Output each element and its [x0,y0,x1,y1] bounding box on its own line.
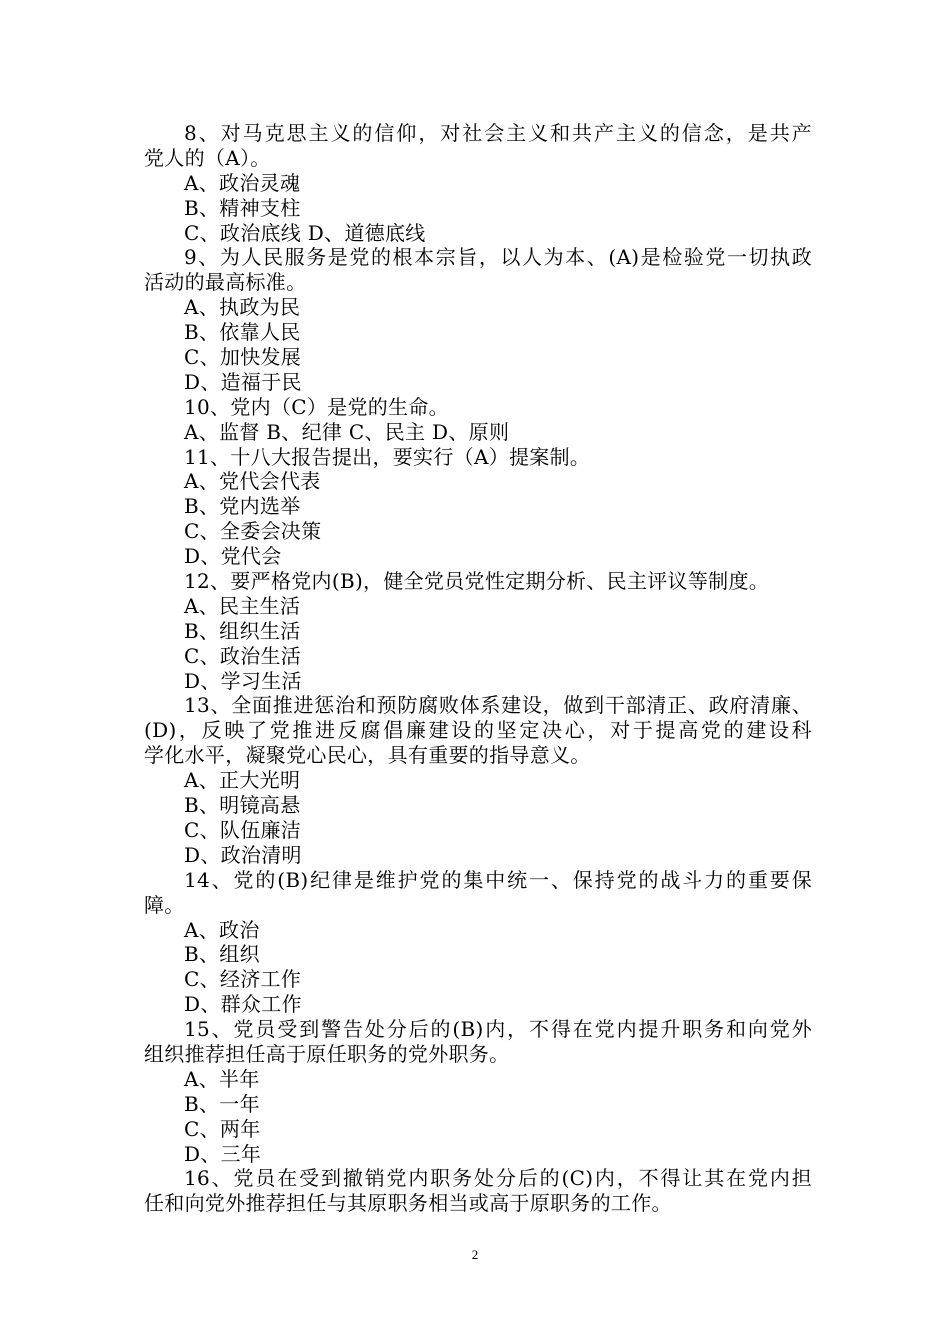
text-line: 13、全面推进惩治和预防腐败体系建设，做到干部清正、政府清廉、 [184,693,812,718]
text-line: D、政治清明 [184,842,302,867]
text-line: A、政治灵魂 [184,170,301,195]
page-number: 2 [471,1247,479,1262]
text-line: C、队伍廉洁 [184,817,302,842]
text-line: D、三年 [184,1141,262,1166]
text-line: 9、为人民服务是党的根本宗旨，以人为本、(A)是检验党一切执政 [184,245,812,270]
text-line: D、群众工作 [184,992,302,1017]
document-body [144,121,812,1216]
text-line: D、学习生活 [184,668,302,693]
text-line: 组织推荐担任高于原任职务的党外职务。 [144,1041,510,1066]
text-line: B、明镜高悬 [184,793,301,818]
text-line: D、党代会 [184,544,282,569]
text-line: A、政治 [184,917,260,942]
text-line: B、精神支柱 [184,195,301,220]
text-line: B、组织生活 [184,618,301,643]
text-line: C、政治底线 D、道德底线 [184,220,426,245]
text-line: C、全委会决策 [184,519,322,544]
text-line: A、监督 B、纪律 C、民主 D、原则 [184,419,510,444]
text-line: 16、党员在受到撤销党内职务处分后的(C)内，不得让其在党内担 [184,1166,812,1191]
text-line: C、经济工作 [184,967,302,992]
text-line: 14、党的(B)纪律是维护党的集中统一、保持党的战斗力的重要保 [184,867,812,892]
text-line: A、民主生活 [184,593,301,618]
text-line: B、一年 [184,1091,260,1116]
text-line: 活动的最高标准。 [144,270,307,295]
text-line: C、政治生活 [184,643,302,668]
text-line: A、党代会代表 [184,469,321,494]
text-line: A、半年 [184,1066,260,1091]
text-line: B、党内选举 [184,494,301,519]
text-line: C、加快发展 [184,345,302,370]
text-line: B、依靠人民 [184,320,301,345]
text-line: 11、十八大报告提出，要实行（A）提案制。 [184,444,591,469]
text-line: 任和向党外推荐担任与其原职务相当或高于原职务的工作。 [144,1191,672,1216]
text-line: (D)，反映了党推进反腐倡廉建设的坚定决心，对于提高党的建设科 [144,718,812,743]
text-line: 8、对马克思主义的信仰，对社会主义和共产主义的信念，是共产 [184,121,812,145]
text-line: 10、党内（C）是党的生命。 [184,394,449,419]
text-line: 15、党员受到警告处分后的(B)内，不得在党内提升职务和向党外 [184,1017,812,1042]
text-line: B、组织 [184,942,260,967]
text-line: 学化水平，凝聚党心民心，具有重要的指导意义。 [144,743,591,768]
text-line: 党人的（A）。 [144,145,271,170]
text-line: A、正大光明 [184,768,301,793]
text-line: 障。 [144,892,185,917]
text-line: A、执政为民 [184,295,301,320]
text-line: C、两年 [184,1116,261,1141]
text-line: 12、要严格党内(B)，健全党员党性定期分析、民主评议等制度。 [184,569,770,594]
text-line: D、造福于民 [184,369,302,394]
